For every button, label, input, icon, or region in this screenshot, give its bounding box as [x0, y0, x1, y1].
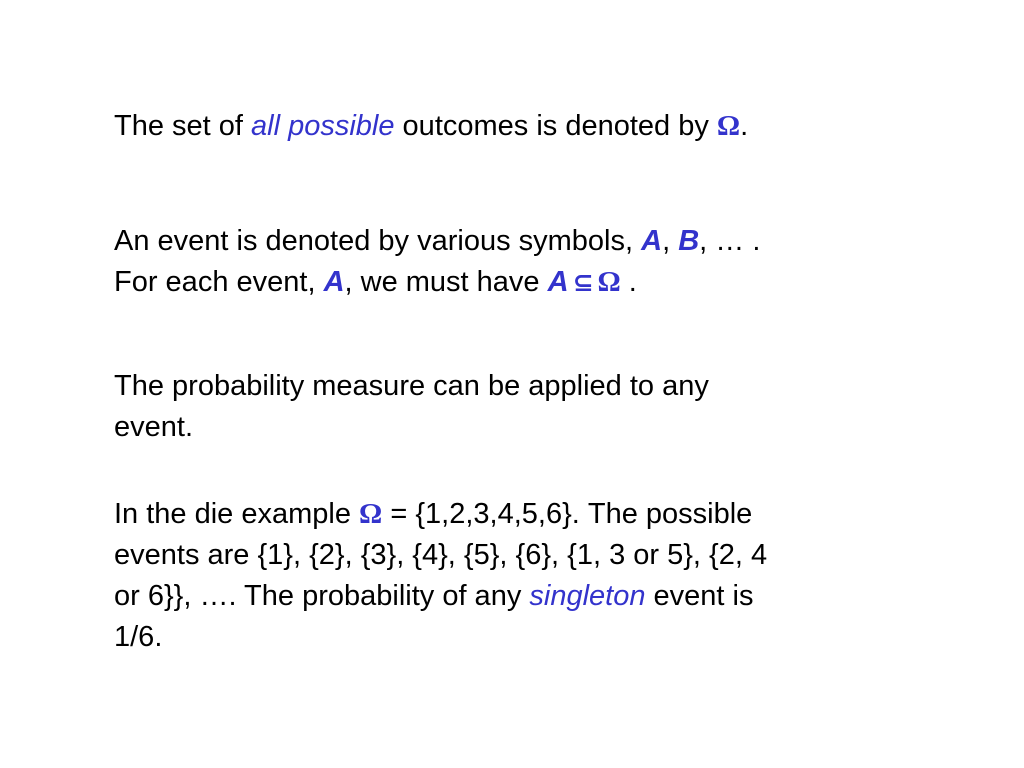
omega-symbol: Ω: [359, 498, 383, 530]
text: = {1,2,3,4,5,6}. The possible: [382, 498, 753, 530]
symbol-a: A: [547, 266, 569, 298]
text: .: [740, 110, 749, 142]
line: [114, 262, 904, 303]
emphasis-singleton: singleton: [529, 580, 646, 612]
line: The probability measure can be applied to any: [114, 370, 709, 402]
text: The set of: [114, 110, 252, 142]
text: ,: [662, 225, 679, 257]
emphasis-all-possible: all possible: [251, 110, 395, 142]
subset-symbol: ⊆: [572, 268, 594, 297]
paragraph-probability-measure: [114, 366, 904, 448]
text: or 6}}, …. The probability of any: [114, 580, 530, 612]
line: event.: [114, 411, 193, 443]
line: [114, 221, 904, 262]
paragraph-sample-space: [114, 106, 904, 147]
text: .: [620, 266, 637, 298]
line: [114, 106, 904, 147]
line: 1/6.: [114, 621, 163, 653]
paragraph-die-example: [114, 494, 904, 658]
text: An event is denoted by various symbols,: [114, 225, 642, 257]
line: [114, 494, 904, 535]
line: events are {1}, {2}, {3}, {4}, {5}, {6}, {1, 3 or 5}, {2, 4: [114, 539, 768, 571]
omega-symbol: Ω: [716, 110, 741, 142]
omega-symbol: Ω: [597, 266, 621, 298]
symbol-b: B: [678, 225, 700, 257]
line: [114, 576, 904, 617]
paragraph-events: [114, 221, 904, 303]
text: , we must have: [344, 266, 548, 298]
symbol-a: A: [323, 266, 345, 298]
text: For each event,: [114, 266, 324, 298]
text: , … .: [699, 225, 761, 257]
text: event is: [645, 580, 754, 612]
text: outcomes is denoted by: [394, 110, 717, 142]
symbol-a: A: [641, 225, 663, 257]
text: In the die example: [114, 498, 360, 530]
